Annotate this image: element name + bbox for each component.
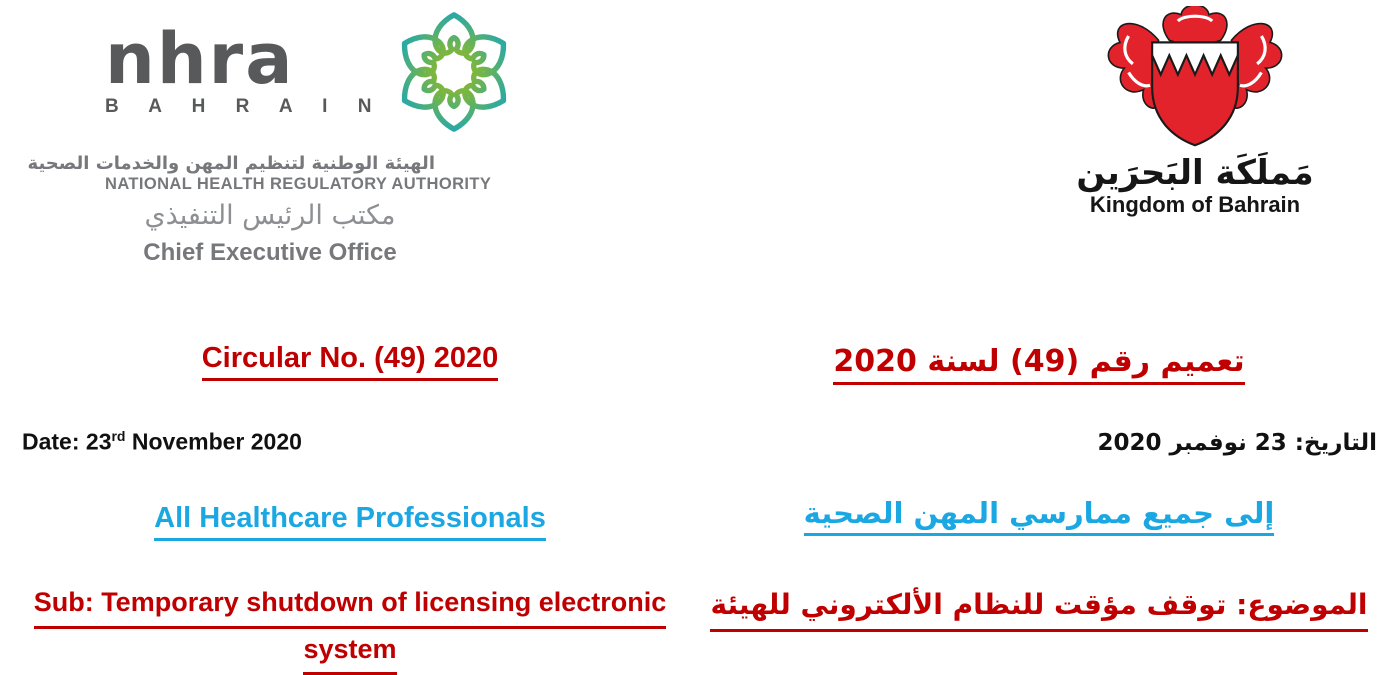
kingdom-name-english: Kingdom of Bahrain [1089, 192, 1301, 218]
circular-title-arabic: تعميم رقم (49) لسنة 2020 [833, 344, 1244, 385]
date-ordinal-superscript: rd [111, 428, 126, 444]
kingdom-name-arabic: مَملَكَة البَحرَين [1076, 153, 1314, 193]
chief-executive-office-block [95, 200, 445, 267]
recipients-row-left [0, 502, 700, 541]
subject-block-english [0, 582, 700, 675]
subject-block-arabic [695, 584, 1383, 632]
circular-title-row-left [0, 342, 700, 381]
nhra-country-label: B A H R A I N [105, 95, 384, 117]
office-title-arabic: مكتب الرئيس التنفيذي [144, 200, 396, 231]
date-text-suffix: November 2020 [125, 428, 302, 455]
date-text-prefix: Date: 23 [22, 428, 112, 455]
nhra-flower-icon [390, 8, 518, 141]
nhra-wordmark-column [105, 12, 384, 118]
subject-english-line-2: system [303, 629, 396, 675]
recipients-arabic: إلى جميع ممارسي المهن الصحية [804, 496, 1275, 536]
nhra-tagline-english: NATIONAL HEALTH REGULATORY AUTHORITY [105, 175, 492, 193]
recipients-row-right [695, 496, 1383, 536]
circular-title-row-right [695, 344, 1383, 385]
date-line-arabic: التاريخ: 23 نوفمبر 2020 [1097, 430, 1377, 456]
subject-arabic: الموضوع: توقف مؤقت للنظام الألكتروني للهيئة [710, 584, 1367, 632]
bahrain-emblem-block [1055, 6, 1335, 218]
subject-english-line-1: Sub: Temporary shutdown of licensing electronic [34, 582, 667, 629]
nhra-tagline-arabic: الهيئة الوطنية لتنظيم المهن والخدمات الصحية [27, 153, 435, 174]
recipients-english: All Healthcare Professionals [154, 502, 546, 541]
circular-title-english: Circular No. (49) 2020 [202, 342, 499, 381]
nhra-wordmark: nhra [105, 18, 295, 100]
nhra-logo [27, 12, 492, 194]
date-line-english [22, 428, 302, 456]
office-title-english: Chief Executive Office [143, 239, 397, 266]
nhra-logo-top [105, 12, 435, 141]
bahrain-coat-of-arms-icon [1055, 6, 1335, 161]
